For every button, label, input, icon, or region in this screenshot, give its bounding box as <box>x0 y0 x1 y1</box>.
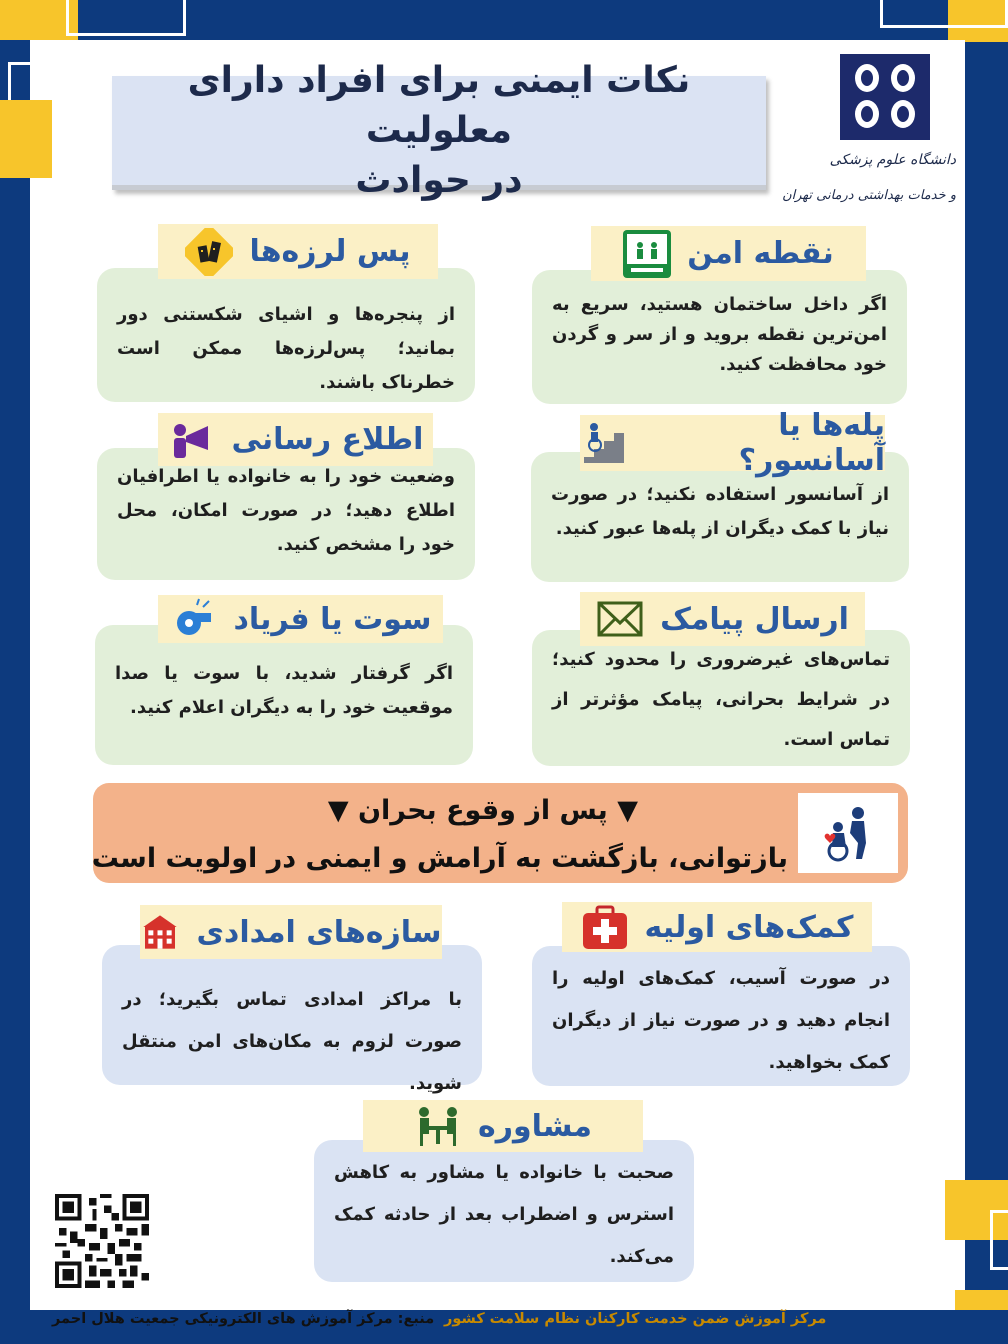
relief-body: با مراکز امدادی تماس بگیرید؛ در صورت لزوم به مکان‌های امن منتقل شوید. <box>122 989 462 1094</box>
inform-body: وضعیت خود را به خانواده یا اطرافیان اطلاع دهید؛ در صورت امکان، محل خود را مشخص کنید. <box>117 466 455 555</box>
university-emblem-icon <box>840 54 930 140</box>
safe-point-body: اگر داخل ساختمان هستید، سریع به امن‌ترین نقطه بروید و از سر و گردن خود محافظت کنید. <box>552 294 887 375</box>
aftershocks-title: پس لرزه‌ها <box>249 234 411 269</box>
right-outline-square <box>990 1210 1008 1270</box>
stairs-title: پله‌ها یا آسانسور؟ <box>738 408 885 478</box>
whistle-icon <box>169 595 217 643</box>
footer-source: منبع: مرکز آموزش های الکترونیکی جمعیت هلال احمر <box>52 1311 435 1327</box>
university-logo <box>782 54 962 214</box>
sms-card <box>532 630 910 766</box>
first-aid-body: در صورت آسیب، کمک‌های اولیه را انجام دهید و در صورت نیاز از دیگران کمک بخواهید. <box>552 968 890 1073</box>
safe-point-card <box>532 270 907 404</box>
aftershocks-body: از پنجره‌ها و اشیای شکستنی دور بمانید؛ پس‌لرزه‌ها ممکن است خطرناک باشند. <box>117 304 455 393</box>
page-title <box>112 59 766 201</box>
caregiver-icon <box>818 803 878 863</box>
logo-text-line-1: دانشگاه علوم پزشکی <box>829 152 956 168</box>
counseling-body: صحبت با خانواده یا مشاور به کاهش استرس و اضطراب بعد از حادثه کمک می‌کند. <box>334 1162 674 1267</box>
qr-code[interactable] <box>52 1194 152 1288</box>
aftershocks-header <box>158 224 438 279</box>
logo-text-line-2: و خدمات بهداشتی درمانی تهران <box>782 188 956 203</box>
corner-outline-top-right <box>880 0 1008 28</box>
relief-header <box>140 905 442 959</box>
falling-building-icon <box>185 228 233 276</box>
first-aid-kit-icon <box>581 903 629 951</box>
stairs-header <box>580 408 885 478</box>
whistle-body: اگر گرفتار شدید، با سوت یا صدا موقعیت خود را به دیگران اعلام کنید. <box>115 663 453 718</box>
counseling-header <box>363 1100 643 1152</box>
sms-title: ارسال پیامک <box>660 601 849 637</box>
sms-header <box>580 592 865 646</box>
inform-card <box>97 448 475 580</box>
whistle-header <box>158 595 443 643</box>
banner-subheading: بازتوانی، بازگشت به آرامش و ایمنی در اولویت است <box>91 843 788 874</box>
sms-body: تماس‌های غیرضروری را محدود کنید؛ در شرایط بحرانی، پیامک مؤثرتر از تماس است. <box>552 649 890 750</box>
counseling-icon <box>414 1102 462 1150</box>
corner-outline-top-left <box>66 0 186 36</box>
whistle-title: سوت یا فریاد <box>233 601 432 637</box>
counseling-card <box>314 1140 694 1282</box>
safe-point-header <box>591 226 866 281</box>
inform-title: اطلاع رسانی <box>231 422 424 457</box>
first-aid-title: کمک‌های اولیه <box>644 909 854 945</box>
whistle-card <box>95 625 473 765</box>
relief-card <box>102 945 482 1094</box>
safe-point-title: نقطه امن <box>687 236 834 271</box>
left-yellow-square <box>0 100 52 178</box>
after-crisis-banner <box>93 783 908 883</box>
megaphone-person-icon <box>168 416 216 464</box>
assembly-point-icon <box>623 230 671 278</box>
aftershocks-card <box>97 268 475 402</box>
wheelchair-stairs-icon <box>580 419 628 467</box>
relief-building-icon <box>140 912 180 952</box>
title-line-2: در حوادث <box>355 159 523 201</box>
footer-center: مرکز آموزش ضمن خدمت کارکنان نظام سلامت کشور <box>444 1311 827 1327</box>
counseling-title: مشاوره <box>478 1108 592 1144</box>
first-aid-card <box>532 946 910 1086</box>
stairs-body: از آسانسور استفاده نکنید؛ در صورت نیاز با کمک دیگران از پله‌ها عبور کنید. <box>551 484 889 539</box>
banner-heading: ▼ پس از وقوع بحران ▼ <box>327 795 638 826</box>
envelope-icon <box>596 595 644 643</box>
banner-icon-box <box>798 793 898 873</box>
first-aid-header <box>562 902 872 952</box>
relief-title: سازه‌های امدادی <box>196 914 442 950</box>
title-line-1: نکات ایمنی برای افراد دارای معلولیت <box>187 59 691 151</box>
inform-header <box>158 413 433 466</box>
